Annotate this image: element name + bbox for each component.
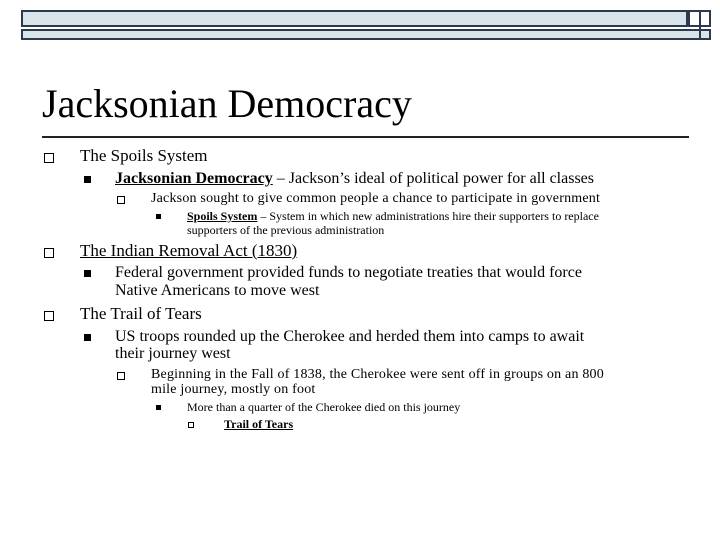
sub-sub-bullet-quarter-died: More than a quarter of the Cherokee died on this journey bbox=[187, 400, 461, 414]
section-heading-trail-of-tears: The Trail of Tears bbox=[80, 304, 202, 323]
bottom-band bbox=[21, 29, 711, 40]
top-band bbox=[21, 10, 688, 27]
title-underline bbox=[42, 136, 689, 138]
solid-square-bullet-icon bbox=[156, 214, 161, 219]
hollow-square-bullet-icon bbox=[188, 422, 194, 428]
hollow-square-bullet-icon bbox=[117, 372, 125, 380]
bullet-us-troops-line-1: US troops rounded up the Cherokee and herded them into camps to await bbox=[115, 328, 585, 345]
hollow-square-bullet-icon bbox=[44, 311, 54, 321]
sub-bullet-fall-1838-line-2: mile journey, mostly on foot bbox=[151, 382, 316, 397]
definition-text: – Jackson’s ideal of political power for all classes bbox=[272, 170, 595, 187]
hollow-square-bullet-icon bbox=[117, 196, 125, 204]
bullet-federal-funds-line-2: Native Americans to move west bbox=[115, 282, 320, 299]
section-heading-indian-removal-act: The Indian Removal Act (1830) bbox=[80, 241, 298, 260]
bullet-federal-funds-line-1: Federal government provided funds to negotiate treaties that would force bbox=[115, 264, 582, 281]
vertical-divider bbox=[699, 10, 701, 40]
solid-square-bullet-icon bbox=[84, 270, 91, 277]
solid-square-bullet-icon bbox=[84, 176, 91, 183]
hollow-square-bullet-icon bbox=[44, 248, 54, 258]
definition-line-2: supporters of the previous administration bbox=[187, 223, 385, 237]
hollow-square-bullet-icon bbox=[44, 153, 54, 163]
term-jacksonian-democracy: Jacksonian Democracy bbox=[115, 170, 273, 187]
sub-sub-bullet-spoils-system bbox=[187, 209, 599, 224]
bullet-jacksonian-democracy bbox=[115, 170, 594, 188]
solid-square-bullet-icon bbox=[84, 334, 91, 341]
definition-line-1: – System in which new administrations hire their supporters to replace bbox=[257, 209, 599, 223]
trail-of-tears-link[interactable]: Trail of Tears bbox=[224, 417, 294, 431]
section-heading-spoils-system: The Spoils System bbox=[80, 146, 208, 165]
solid-square-bullet-icon bbox=[156, 405, 161, 410]
sub-bullet-fall-1838-line-1: Beginning in the Fall of 1838, the Cherokee were sent off in groups on an 800 bbox=[151, 367, 604, 382]
sub-bullet-common-people: Jackson sought to give common people a chance to participate in government bbox=[151, 191, 601, 206]
term-spoils-system: Spoils System bbox=[187, 209, 258, 223]
bullet-us-troops-line-2: their journey west bbox=[115, 345, 231, 362]
slide-title: Jacksonian Democracy bbox=[42, 81, 412, 126]
decorative-top-bar bbox=[21, 10, 711, 40]
